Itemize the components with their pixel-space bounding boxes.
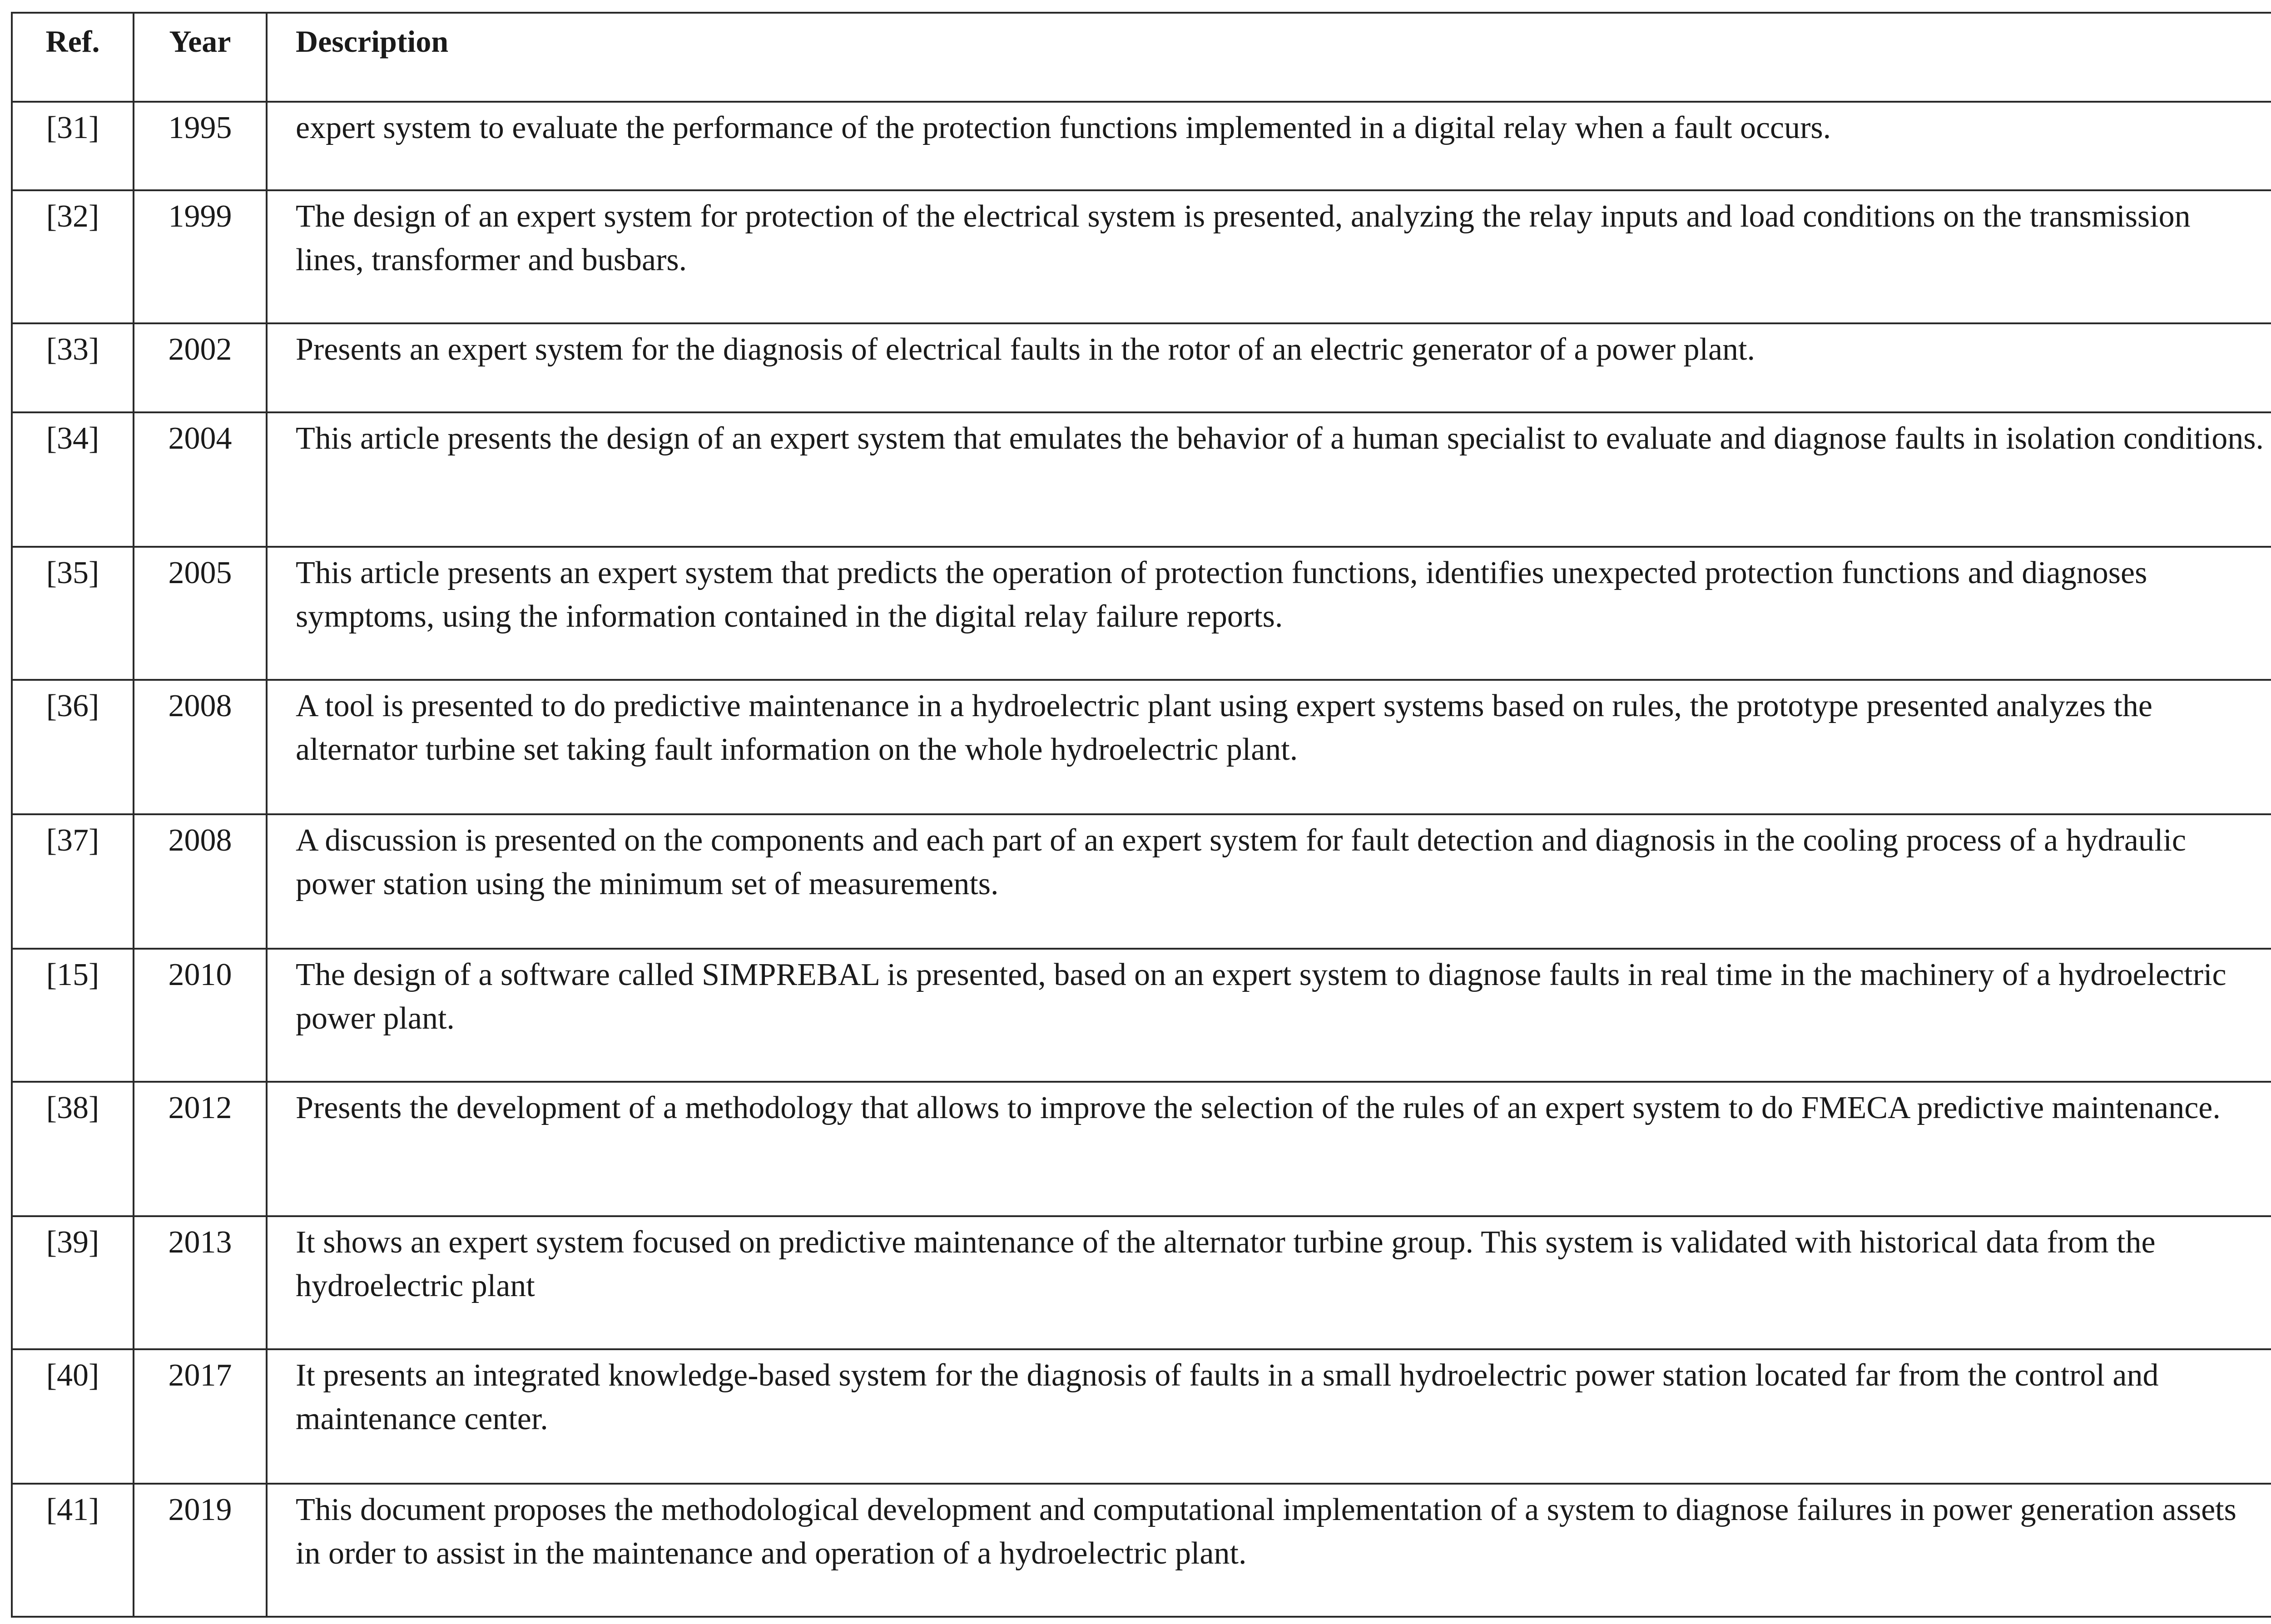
- description-cell: This document proposes the methodological development and computational implementation of a system to diagnose failures in power generation assets in order to assist in the maintenance and operation of a hydroelectric plant.: [267, 1484, 2271, 1617]
- ref-cell: [41]: [12, 1484, 134, 1617]
- header-year: Year: [134, 13, 267, 102]
- ref-cell: [38]: [12, 1082, 134, 1216]
- table-row: [12, 1216, 2271, 1349]
- table-row: [12, 1082, 2271, 1216]
- ref-cell: [15]: [12, 949, 134, 1082]
- table-row: [12, 190, 2271, 323]
- ref-cell: [39]: [12, 1216, 134, 1349]
- year-cell: 2017: [134, 1349, 267, 1484]
- table-row: [12, 949, 2271, 1082]
- description-cell: The design of a software called SIMPREBAL is presented, based on an expert system to diagnose faults in real time in the machinery of a hydroelectric power plant.: [267, 949, 2271, 1082]
- description-cell: A discussion is presented on the components and each part of an expert system for fault detection and diagnosis in the cooling process of a hydraulic power station using the minimum set of measurements.: [267, 814, 2271, 949]
- description-cell: Presents the development of a methodology that allows to improve the selection of the rules of an expert system to do FMECA predictive maintenance.: [267, 1082, 2271, 1216]
- table-row: [12, 1484, 2271, 1617]
- description-cell: A tool is presented to do predictive maintenance in a hydroelectric plant using expert systems based on rules, the prototype presented analyzes the alternator turbine set taking fault information on the whole hydroelectric plant.: [267, 680, 2271, 814]
- table-row: [12, 412, 2271, 547]
- description-cell: This article presents an expert system that predicts the operation of protection functions, identifies unexpected protection functions and diagnoses symptoms, using the information contained in the digital relay failure reports.: [267, 547, 2271, 680]
- description-cell: The design of an expert system for protection of the electrical system is presented, analyzing the relay inputs and load conditions on the transmission lines, transformer and busbars.: [267, 190, 2271, 323]
- table-row: [12, 323, 2271, 412]
- table-row: [12, 680, 2271, 814]
- table-row: [12, 102, 2271, 190]
- year-cell: 2004: [134, 412, 267, 547]
- description-cell: expert system to evaluate the performance of the protection functions implemented in a digital relay when a fault occurs.: [267, 102, 2271, 190]
- header-ref: Ref.: [12, 13, 134, 102]
- description-cell: Presents an expert system for the diagnosis of electrical faults in the rotor of an electric generator of a power plant.: [267, 323, 2271, 412]
- ref-cell: [32]: [12, 190, 134, 323]
- year-cell: 1999: [134, 190, 267, 323]
- table-body: [12, 102, 2271, 1617]
- table-row: [12, 547, 2271, 680]
- ref-cell: [37]: [12, 814, 134, 949]
- ref-cell: [35]: [12, 547, 134, 680]
- year-cell: 2008: [134, 680, 267, 814]
- table-row: [12, 814, 2271, 949]
- description-cell: It shows an expert system focused on predictive maintenance of the alternator turbine group. This system is validated with historical data from the hydroelectric plant: [267, 1216, 2271, 1349]
- header-description: Description: [267, 13, 2271, 102]
- year-cell: 2005: [134, 547, 267, 680]
- reference-table: [11, 12, 2271, 1618]
- year-cell: 2010: [134, 949, 267, 1082]
- year-cell: 2013: [134, 1216, 267, 1349]
- ref-cell: [33]: [12, 323, 134, 412]
- ref-cell: [31]: [12, 102, 134, 190]
- ref-cell: [36]: [12, 680, 134, 814]
- year-cell: 1995: [134, 102, 267, 190]
- ref-cell: [34]: [12, 412, 134, 547]
- table-row: [12, 1349, 2271, 1484]
- ref-cell: [40]: [12, 1349, 134, 1484]
- description-cell: It presents an integrated knowledge-based system for the diagnosis of faults in a small hydroelectric power station located far from the control and maintenance center.: [267, 1349, 2271, 1484]
- year-cell: 2008: [134, 814, 267, 949]
- year-cell: 2002: [134, 323, 267, 412]
- year-cell: 2012: [134, 1082, 267, 1216]
- year-cell: 2019: [134, 1484, 267, 1617]
- header-row: [12, 13, 2271, 102]
- table-header: [12, 13, 2271, 102]
- description-cell: This article presents the design of an expert system that emulates the behavior of a human specialist to evaluate and diagnose faults in isolation conditions.: [267, 412, 2271, 547]
